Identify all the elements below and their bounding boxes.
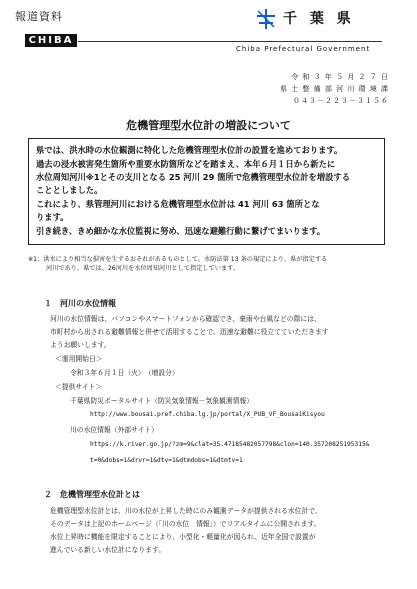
site-url[interactable]: http://www.bousai.pref.chiba.lg.jp/portal/X_PUB_VF_BousaiKisyou: [90, 411, 325, 418]
site-url[interactable]: https://k.river.go.jp/?zm=9&clat=35.47185482057798&clon=140.35720825195315&: [90, 441, 370, 448]
section-heading: ２ 危機管理型水位計とは: [44, 490, 140, 499]
government-name-en: Chiba Prefectural Government: [236, 45, 371, 53]
summary-line: 水位周知河川※1とその支川となる 25 河川 29 箇所で危機管理型水位計を増設する: [36, 172, 350, 182]
body-line: そのデータは上記のホームページ（「川の水位 情報」）でリアルタイムに公開されます。: [50, 520, 321, 528]
summary-line: こととしました。: [36, 185, 103, 195]
body-line: 進んでいる新しい水位計になります。: [50, 546, 166, 554]
body-line: 水位上昇時に機能を限定することにより、小型化・軽量化が図られ、近年全国で設置が: [50, 533, 316, 541]
phone-number: ０４３－２２３－３１５６: [293, 97, 389, 105]
summary-line: ります。: [36, 212, 69, 222]
summary-line: 県では、洪水時の水位観測に特化した危機管理型水位計の設置を進めております。: [36, 145, 343, 155]
summary-line: 過去の浸水被害発生箇所や重要水防箇所などを踏まえ、本年６月１日から新たに: [36, 159, 336, 169]
department: 県 土 整 備 部 河 川 環 境 課: [279, 85, 389, 93]
site-url-continued[interactable]: t=0&dobs=1&drvr=1&dtv=1&dtmdobs=1&dtmtv=1: [90, 457, 243, 464]
body-line: 危機管理型水位計とは、川の水位が上昇した時にのみ観測データが提供される水位計で、: [50, 507, 322, 515]
body-line: 河川の水位情報は、パソコンやスマートフォンから確認でき、豪雨や台風などの際には、: [50, 315, 321, 323]
section-heading: １ 河川の水位情報: [44, 299, 116, 308]
site-name: 千葉県防災ポータルサイト（防災気象情報－気象観測情報）: [70, 397, 254, 405]
sites-label: ＜提供サイト＞: [55, 383, 103, 391]
summary-line: これにより、県管理河川における危機管理型水位計は 41 河川 63 箇所とな: [36, 199, 320, 209]
prefecture-name: 千 葉 県: [283, 11, 355, 27]
footnote-line: ※1：洪水により相当な損害を生ずるおそれがあるものとして、水防法第 13 条の規定により、県が指定する: [28, 256, 328, 263]
header-rule: [78, 41, 382, 42]
footnote-line: 河川であり、県では、26河川を水位周知河川として指定しています。: [46, 265, 240, 272]
prefecture-emblem-icon: [255, 8, 277, 30]
start-date: 令和３年６月１日（火） （増設分）: [70, 369, 179, 377]
release-date: 令 和 ３ 年 ５ 月 ２ ７ 日: [291, 73, 389, 81]
chiba-logo: CHIBA: [25, 34, 77, 47]
body-line: ようお願いします。: [50, 341, 111, 349]
footnote: [28, 255, 388, 273]
site-name: 川の水位情報（外部サイト）: [70, 426, 158, 434]
schedule-label: ＜運用開始日＞: [55, 355, 103, 363]
summary-line: 引き続き、きめ細かな水位監視に努め、迅速な避難行動に繋げてまいります。: [36, 226, 326, 236]
body-line: 市町村から出される避難情報と併せて活用することで、迅速な避難に役立てていただきます: [50, 328, 329, 336]
page-title: 危機管理型水位計の増設について: [126, 119, 291, 132]
document-type-label: 報道資料: [15, 10, 63, 23]
